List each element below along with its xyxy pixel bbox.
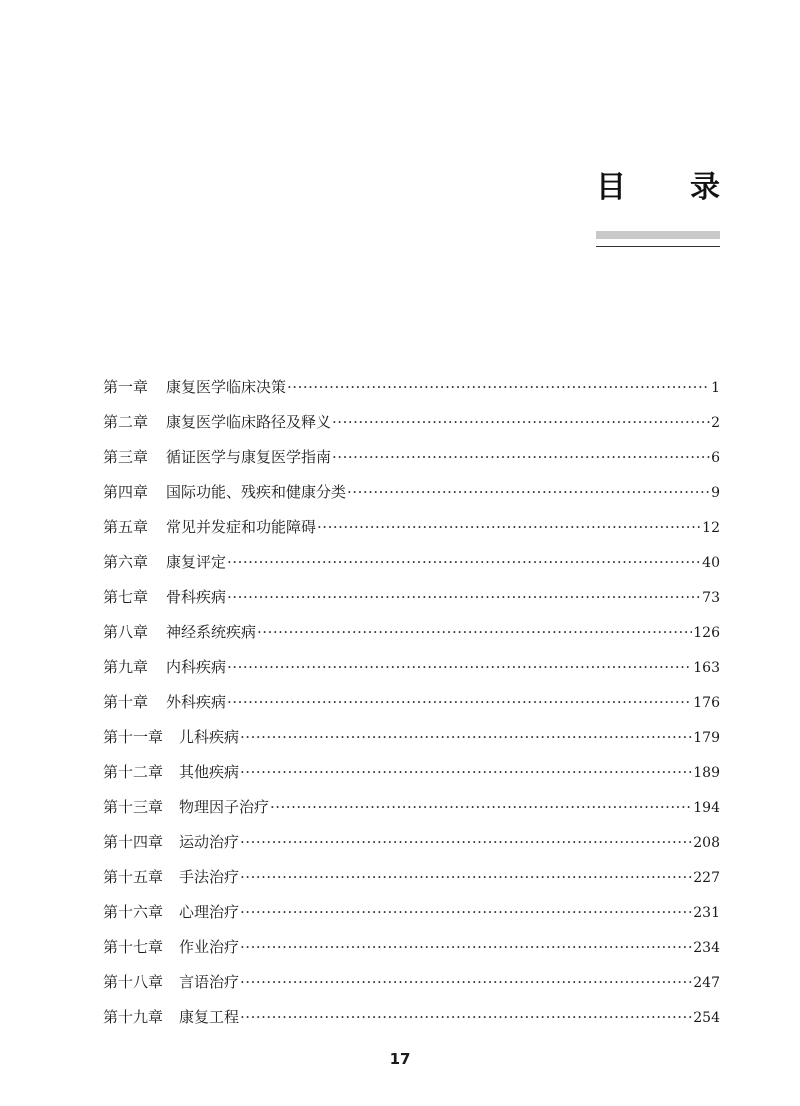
toc-page-number: 6: [711, 450, 720, 466]
toc-page-number: 1: [711, 380, 720, 396]
toc-chapter-title: 物理因子治疗: [179, 798, 270, 816]
toc-entry[interactable]: [103, 510, 720, 545]
toc-leader-dots: [240, 1000, 692, 1035]
toc-chapter-number: 第十章: [103, 693, 149, 711]
toc-chapter-number: 第二章: [103, 413, 149, 431]
toc-page-number: 234: [693, 940, 720, 956]
toc-entry[interactable]: [103, 615, 720, 650]
toc-leader-dots: [227, 650, 692, 685]
toc-leader-dots: [240, 825, 692, 860]
toc-entry[interactable]: [103, 650, 720, 685]
toc-entry[interactable]: [103, 685, 720, 720]
toc-page-number: 227: [693, 870, 720, 886]
toc-chapter-title: 手法治疗: [179, 868, 240, 886]
toc-chapter-number: 第十九章: [103, 1008, 164, 1026]
toc-entry[interactable]: [103, 895, 720, 930]
toc-page-number: 2: [711, 415, 720, 431]
toc-chapter-title: 神经系统疾病: [166, 623, 257, 641]
toc-entry[interactable]: [103, 755, 720, 790]
toc-entry[interactable]: [103, 720, 720, 755]
toc-chapter-title: 言语治疗: [179, 973, 240, 991]
page-title: [596, 168, 720, 208]
toc-leader-dots: [227, 685, 692, 720]
toc-leader-dots: [287, 370, 710, 405]
toc-leader-dots: [332, 440, 710, 475]
toc-chapter-title: 康复医学临床决策: [166, 378, 287, 396]
toc-entry[interactable]: [103, 580, 720, 615]
toc-page-number: 189: [693, 765, 720, 781]
toc-leader-dots: [332, 405, 710, 440]
toc-chapter-title: 其他疾病: [179, 763, 240, 781]
toc-entry[interactable]: [103, 545, 720, 580]
toc-chapter-number: 第十一章: [103, 728, 164, 746]
toc-page-number: 231: [693, 905, 720, 921]
toc-chapter-number: 第五章: [103, 518, 149, 536]
toc-chapter-number: 第十二章: [103, 763, 164, 781]
toc-page-number: 179: [693, 730, 720, 746]
toc-leader-dots: [270, 790, 692, 825]
toc-chapter-number: 第十八章: [103, 973, 164, 991]
toc-page-number: 194: [693, 800, 720, 816]
toc-chapter-title: 国际功能、残疾和健康分类: [166, 483, 347, 501]
toc-chapter-number: 第十七章: [103, 938, 164, 956]
toc-leader-dots: [257, 615, 692, 650]
toc-chapter-title: 儿科疾病: [179, 728, 240, 746]
toc-page-number: 247: [693, 975, 720, 991]
toc-chapter-title: 运动治疗: [179, 833, 240, 851]
toc-page-number: 9: [711, 485, 720, 501]
table-of-contents: [103, 370, 720, 1035]
toc-entry[interactable]: [103, 790, 720, 825]
toc-chapter-title: 作业治疗: [179, 938, 240, 956]
toc-chapter-title: 骨科疾病: [166, 588, 227, 606]
toc-leader-dots: [347, 475, 710, 510]
toc-chapter-number: 第九章: [103, 658, 149, 676]
toc-chapter-number: 第十四章: [103, 833, 164, 851]
toc-entry[interactable]: [103, 1000, 720, 1035]
toc-entry[interactable]: [103, 440, 720, 475]
toc-chapter-title: 常见并发症和功能障碍: [166, 518, 317, 536]
toc-chapter-number: 第一章: [103, 378, 149, 396]
toc-leader-dots: [317, 510, 701, 545]
toc-entry[interactable]: [103, 825, 720, 860]
toc-page-number: 73: [702, 590, 720, 606]
toc-page-number: 12: [702, 520, 720, 536]
toc-page-number: 208: [693, 835, 720, 851]
page-number: 17: [389, 1050, 411, 1068]
toc-chapter-number: 第十六章: [103, 903, 164, 921]
title-underline-bar: [596, 231, 720, 239]
toc-page-number: 176: [693, 695, 720, 711]
toc-chapter-number: 第六章: [103, 553, 149, 571]
toc-leader-dots: [240, 965, 692, 1000]
toc-chapter-title: 循证医学与康复医学指南: [166, 448, 332, 466]
toc-chapter-title: 康复评定: [166, 553, 227, 571]
title-char-left: 目: [596, 170, 626, 205]
toc-page-number: 40: [702, 555, 720, 571]
title-underline-rule: [596, 246, 720, 247]
toc-page-number: 126: [693, 625, 720, 641]
toc-leader-dots: [227, 545, 701, 580]
toc-leader-dots: [227, 580, 701, 615]
toc-chapter-number: 第四章: [103, 483, 149, 501]
toc-chapter-number: 第十三章: [103, 798, 164, 816]
toc-chapter-title: 康复工程: [179, 1008, 240, 1026]
toc-chapter-number: 第三章: [103, 448, 149, 466]
toc-entry[interactable]: [103, 860, 720, 895]
toc-entry[interactable]: [103, 405, 720, 440]
toc-chapter-title: 康复医学临床路径及释义: [166, 413, 332, 431]
toc-leader-dots: [240, 860, 692, 895]
title-char-right: 录: [690, 170, 720, 205]
toc-chapter-number: 第八章: [103, 623, 149, 641]
toc-leader-dots: [240, 930, 692, 965]
toc-entry[interactable]: [103, 475, 720, 510]
toc-page-number: 254: [693, 1010, 720, 1026]
toc-page-number: 163: [693, 660, 720, 676]
toc-chapter-number: 第十五章: [103, 868, 164, 886]
toc-entry[interactable]: [103, 930, 720, 965]
toc-chapter-title: 内科疾病: [166, 658, 227, 676]
toc-chapter-title: 心理治疗: [179, 903, 240, 921]
toc-leader-dots: [240, 895, 692, 930]
toc-chapter-title: 外科疾病: [166, 693, 227, 711]
toc-chapter-number: 第七章: [103, 588, 149, 606]
toc-leader-dots: [240, 755, 692, 790]
toc-entry[interactable]: [103, 370, 720, 405]
toc-entry[interactable]: [103, 965, 720, 1000]
toc-leader-dots: [240, 720, 692, 755]
